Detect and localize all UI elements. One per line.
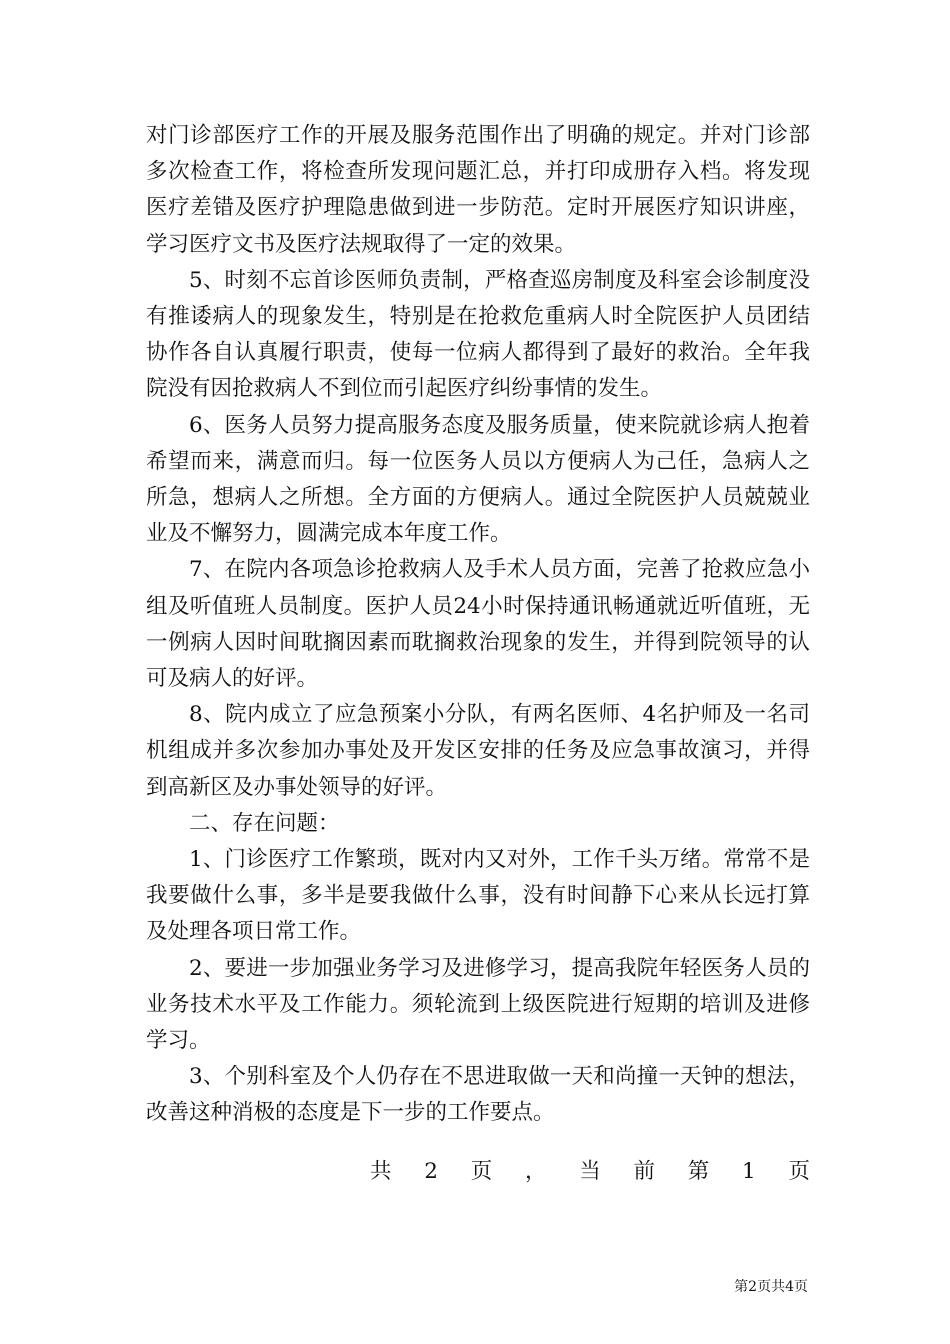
page-footer: 第2页共4页 (734, 1279, 808, 1295)
paragraph-4: 7、在院内各项急诊抢救病人及手术人员方面，完善了抢救应急小组及听值班人员制度。医护人员24小时保持通讯畅通就近听值班，无一例病人因时间耽搁因素而耽搁救治现象的发生，并得到院领导的认可及病人的好评。 (146, 557, 810, 692)
page-counter-char: 2 (424, 1159, 438, 1184)
page-counter-char: 共 (370, 1159, 392, 1184)
paragraph-1: 对门诊部医疗工作的开展及服务范围作出了明确的规定。并对门诊部多次检查工作，将检查所发现问题汇总，并打印成册存入档。将发现医疗差错及医疗护理隐患做到进一步防范。定时开展医疗知识讲座，学习医疗文书及医疗法规取得了一定的效果。 (146, 123, 810, 257)
paragraph-7: 2、要进一步加强业务学习及进修学习，提高我院年轻医务人员的业务技术水平及工作能力。须轮流到上级医院进行短期的培训及进修学习。 (146, 955, 810, 1054)
paragraph-3: 6、医务人员努力提高服务态度及服务质量，使来院就诊病人抱着希望而来，满意而归。每一位医务人员以方便病人为己任，急病人之所急，想病人之所想。全方面的方便病人。通过全院医护人员兢兢业业及不懈努力，圆满完成本年度工作。 (146, 412, 810, 547)
page-counter-char: 页 (788, 1159, 810, 1184)
paragraph-5: 8、院内成立了应急预案小分队，有两名医师、4名护师及一名司机组成并多次参加办事处及开发区安排的任务及应急事故演习，并得到高新区及办事处领导的好评。 (146, 702, 810, 800)
page-counter-char: 页 (470, 1159, 493, 1184)
page-counter-char: 1 (742, 1159, 756, 1184)
body-text (146, 118, 810, 1132)
paragraph-8: 3、个别科室及个人仍存在不思进取做一天和尚撞一天钟的想法，改善这种消极的态度是下一步的工作要点。 (146, 1064, 810, 1126)
page-counter (370, 1154, 810, 1190)
page-counter-char: 当 (579, 1159, 601, 1184)
paragraph-2: 5、时刻不忘首诊医师负责制，严格查巡房制度及科室会诊制度没有推诿病人的现象发生，特别是在抢救危重病人时全院医护人员团结协作各自认真履行职责，使每一位病人都得到了最好的救治。全年我院没有因抢救病人不到位而引起医疗纠纷事情的发生。 (146, 267, 810, 402)
page-counter-char: 第 (687, 1159, 710, 1184)
page-counter-char: 前 (633, 1159, 656, 1184)
page-counter-char: ， (524, 1159, 547, 1184)
paragraph-6: 1、门诊医疗工作繁琐，既对内又对外，工作千头万绪。常常不是我要做什么事，多半是要我做什么事，没有时间静下心来从长远打算及处理各项日常工作。 (146, 847, 810, 945)
section-heading-problems: 二、存在问题： (189, 810, 340, 836)
